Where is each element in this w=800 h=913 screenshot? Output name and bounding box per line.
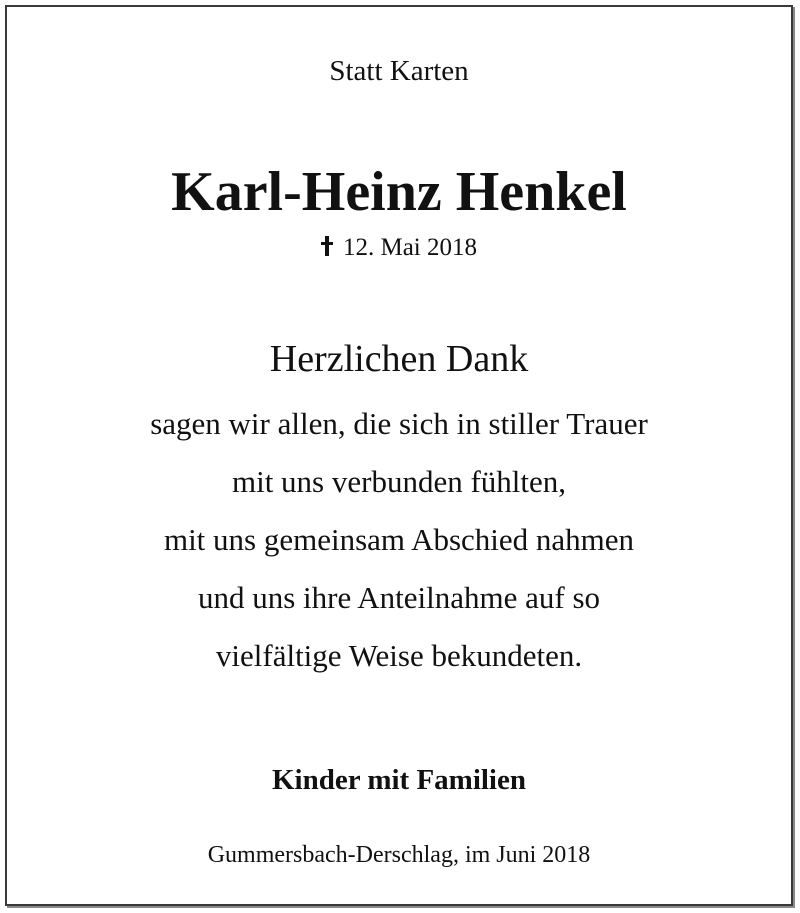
message-line-5: vielfältige Weise bekundeten.: [215, 638, 583, 673]
message-line-2: mit uns verbunden fühlten,: [231, 464, 567, 499]
notice-header: Statt Karten: [329, 55, 469, 87]
latin-cross-icon: [321, 236, 333, 256]
thanks-title: Herzlichen Dank: [269, 338, 529, 380]
death-date: 12. Mai 2018: [342, 234, 478, 261]
place-date: Gummersbach-Derschlag, im Juni 2018: [207, 842, 591, 868]
signature: Kinder mit Familien: [271, 764, 526, 796]
death-date-line: [7, 235, 791, 260]
message-line-4: und uns ihre Anteilnahme auf so: [197, 580, 601, 615]
message-line-1: sagen wir allen, die sich in stiller Trauer: [150, 406, 648, 441]
notice-frame: [5, 5, 793, 906]
message-line-3: mit uns gemeinsam Abschied nahmen: [163, 522, 635, 557]
deceased-name: Karl-Heinz Henkel: [171, 161, 627, 223]
